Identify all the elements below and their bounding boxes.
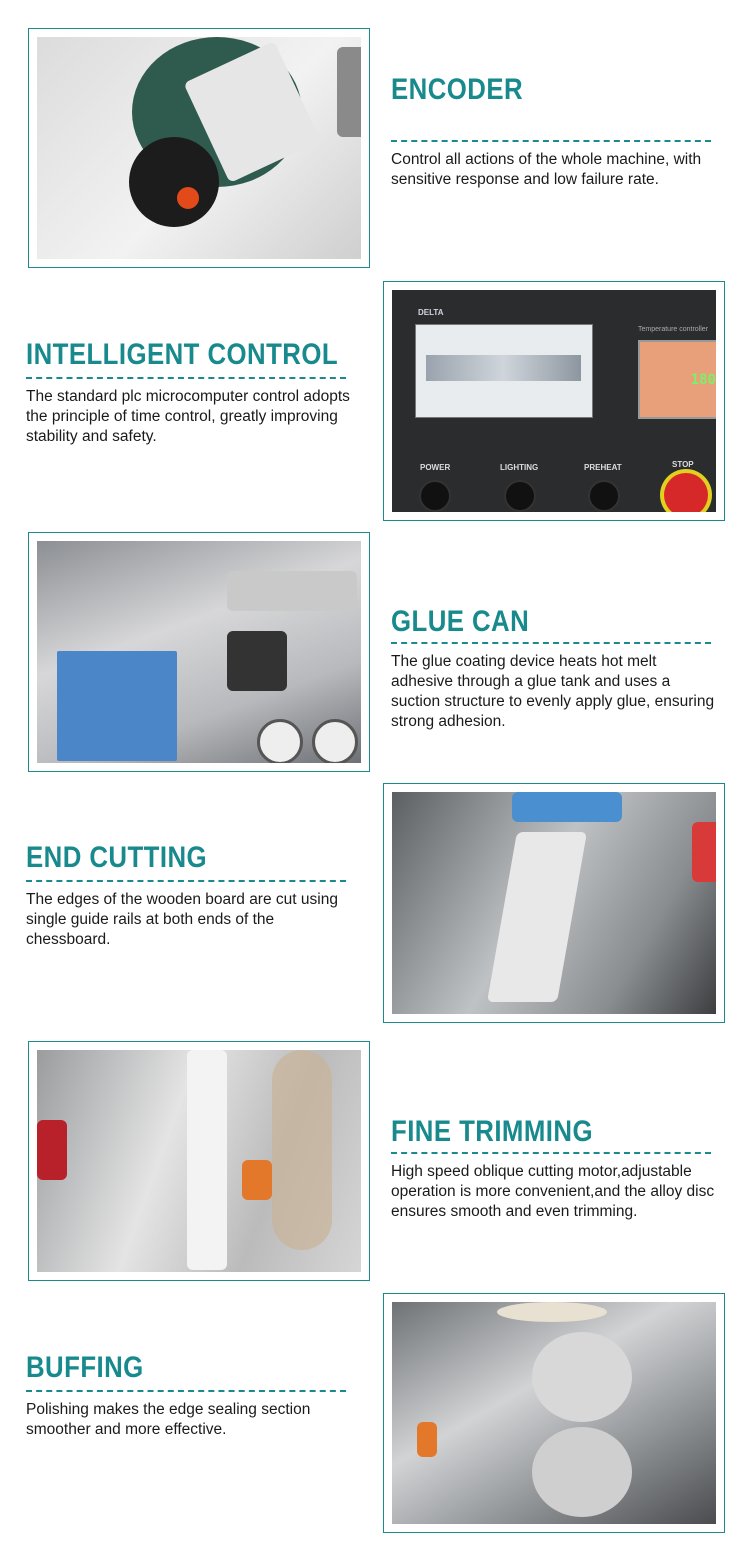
divider [26,880,346,882]
buffing-section [26,1352,351,1440]
intelligent-control-title: INTELLIGENT CONTROL [26,338,339,371]
end-cutting-description: The edges of the wooden board are cut using single guide rails at both ends of the chessboard. [26,891,338,948]
divider [26,1390,346,1392]
intelligent-control-description: The standard plc microcomputer control adopts the principle of time control, greatly improving stability and safety. [26,388,350,445]
temperature-value: 180 [690,372,716,388]
temperature-controller [638,340,716,419]
divider [26,377,346,379]
encoder-description: Control all actions of the whole machine, with sensitive response and low failure rate. [391,151,702,188]
divider [391,1152,711,1154]
fine-trimming-title: FINE TRIMMING [391,1115,593,1148]
glue-can-description: The glue coating device heats hot melt adhesive through a glue tank and uses a suction structure to evenly apply glue, ensuring strong adhesion. [391,653,715,730]
end-cutting-section [26,842,351,950]
intelligent-control-section [26,339,351,447]
brand-logo: DELTA [418,308,444,317]
stop-label: STOP [672,460,694,469]
touch-screen [415,324,593,418]
control-panel-photo [392,290,716,512]
lighting-knob-icon [504,480,536,512]
fine-trimming-description: High speed oblique cutting motor,adjustable operation is more convenient,and the alloy disc ensures smooth and even trimming. [391,1163,715,1220]
end-cutting-image-frame [383,783,725,1023]
power-knob-icon [419,480,451,512]
glue-can-section [391,606,716,732]
lighting-label: LIGHTING [500,463,539,472]
power-label: POWER [420,463,451,472]
encoder-title: ENCODER [391,73,524,106]
control-image-frame [383,281,725,521]
glue-can-title: GLUE CAN [391,605,530,638]
divider [391,642,711,644]
preheat-knob-icon [588,480,620,512]
encoder-photo [37,37,361,259]
encoder-section [391,74,716,190]
end-cutting-photo [392,792,716,1014]
glue-can-image-frame [28,532,370,772]
preheat-label: PREHEAT [584,463,622,472]
buffing-title: BUFFING [26,1351,144,1384]
encoder-image-frame [28,28,370,268]
fine-trimming-section [391,1116,716,1222]
buffing-description: Polishing makes the edge sealing section smoother and more effective. [26,1401,311,1438]
buffing-photo [392,1302,716,1524]
buffing-image-frame [383,1293,725,1533]
temperature-controller-label: Temperature controller [638,326,709,333]
fine-trimming-photo [37,1050,361,1272]
glue-can-photo [37,541,361,763]
end-cutting-title: END CUTTING [26,841,208,874]
fine-trimming-image-frame [28,1041,370,1281]
emergency-stop-icon [664,473,708,512]
divider [391,140,711,142]
